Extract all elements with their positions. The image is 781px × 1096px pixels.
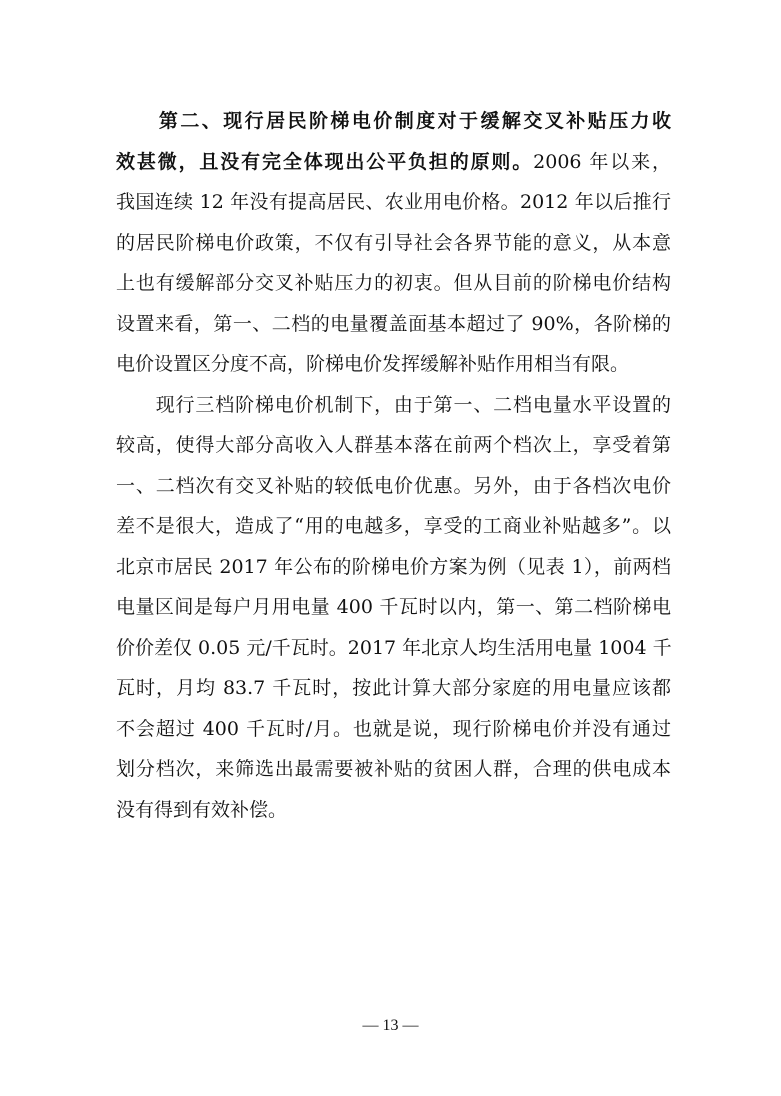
paragraph-1-line-2 (116, 142, 671, 183)
paragraph-1-line-3: 我国连续 12 年没有提高居民、农业用电价格。2012 年以后推行 (116, 191, 671, 213)
paragraph-2-line-11: 没有得到有效补偿。 (116, 798, 288, 821)
paragraph-2-line-4: 差不是很大，造成了“用的电越多，享受的工商业补贴越多”。以 (116, 515, 671, 537)
paragraph-1-line-1: 第二、现行居民阶梯电价制度对于缓解交叉补贴压力收 (116, 110, 671, 132)
bold-heading-text: 效甚微，且没有完全体现出公平负担的原则。 (116, 150, 534, 173)
page-number: — 13 — (362, 1017, 419, 1034)
body-text (116, 101, 671, 830)
paragraph-2-line-2: 较高，使得大部分高收入人群基本落在前两个档次上，享受着第 (116, 434, 671, 456)
paragraph-2-line-9: 不会超过 400 千瓦时/月。也就是说，现行阶梯电价并没有通过 (116, 717, 671, 740)
paragraph-2-line-10: 划分档次，来筛选出最需要被补贴的贫困人群，合理的供电成本 (116, 758, 671, 780)
paragraph-2-line-8: 瓦时，月均 83.7 千瓦时，按此计算大部分家庭的用电量应该都 (116, 677, 671, 699)
paragraph-1-line-4: 的居民阶梯电价政策，不仅有引导社会各界节能的意义，从本意 (116, 231, 671, 254)
paragraph-2-line-1: 现行三档阶梯电价机制下，由于第一、二档电量水平设置的 (116, 393, 671, 416)
paragraph-2-line-5: 北京市居民 2017 年公布的阶梯电价方案为例（见表 1），前两档 (116, 555, 671, 578)
paragraph-2-line-7: 价价差仅 0.05 元/千瓦时。2017 年北京人均生活用电量 1004 千 (116, 636, 672, 659)
paragraph-1-line-6: 设置来看，第一、二档的电量覆盖面基本超过了 90%，各阶梯的 (116, 312, 671, 335)
paragraph-1-line-5: 上也有缓解部分交叉补贴压力的初衷。但从目前的阶梯电价结构 (116, 272, 671, 294)
paragraph-2-line-3: 一、二档次有交叉补贴的较低电价优惠。另外，由于各档次电价 (116, 474, 671, 497)
paragraph-1-line-2-rest: 2006 年以来， (533, 150, 671, 173)
paragraph-1-line-7: 电价设置区分度不高，阶梯电价发挥缓解补贴作用相当有限。 (116, 353, 630, 375)
paragraph-2-line-6: 电量区间是每户月用电量 400 千瓦时以内，第一、第二档阶梯电 (116, 596, 671, 618)
